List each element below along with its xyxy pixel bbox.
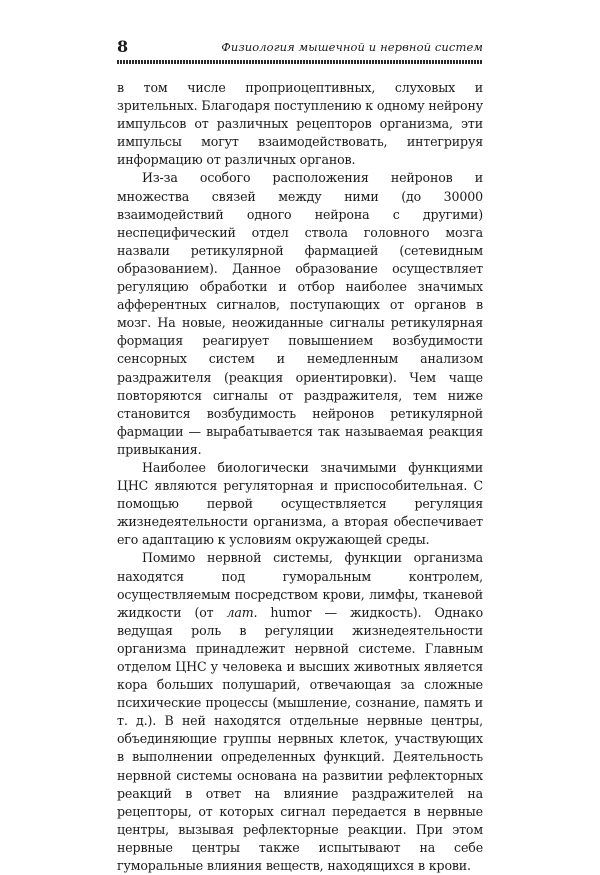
header-rule: [117, 60, 483, 64]
text-before-latin: Помимо нервной системы, функции организма находятся под гуморальным контролем, осуществляемым посредством крови, лимфы, тканевой жидкости (от: [117, 550, 483, 620]
body-text: [117, 79, 483, 875]
page-number: 8: [117, 37, 129, 56]
paragraph-continuation: в том числе проприоцептивных, слуховых и зрительных. Благодаря поступлению к одному нейрону импульсов от различных рецепторов организма, эти импульсы могут взаимодействовать, интегрируя информацию от различных органов.: [117, 80, 483, 168]
running-title: Физиология мышечной и нервной систем: [221, 40, 483, 54]
paragraph-reticular-formation: Из-за особого расположения нейронов и множества связей между ними (до 30000 взаимодействий одного нейрона с другими) неспецифический отдел ствола головного мозга назвали ретикулярной фармацией (сетевидным образованием). Данное образование осуществляет регуляцию обработки и отбор наиболее значимых афферентных сигналов, поступающих от органов в мозг. На новые, неожиданные сигналы ретикулярная формация реагирует повышением возбудимости сенсорных систем и немедленным анализом раздражителя (реакция ориентировки). Чем чаще повторяются сигналы от раздражителя, тем ниже становится возбудимость нейронов ретикулярной фармации — вырабатывается так называемая реакция привыкания.: [117, 170, 483, 457]
latin-abbreviation: лат.: [226, 604, 258, 620]
paragraph-humoral-control: [117, 549, 483, 875]
text-after-latin: humor — жидкость). Однако ведущая роль в регуляции жизнедеятельности организма принадлежит нервной системе. Главным отделом ЦНС у человека и высших животных является кора больших полушарий, отвечающая за сложные психические процессы (мышление, сознание, память и т. д.). В ней находятся отдельные нервные центры, объединяющие группы нервных клеток, участвующих в выполнении определенных функций. Деятельность нервной системы основана на развитии рефлекторных реакций в ответ на влияние раздражителей на рецепторы, от которых сигнал передается в нервные центры, вызывая рефлекторные реакции. При этом нервные центры также испытывают на себе гуморальные влияния веществ, находящихся в крови.: [117, 604, 484, 874]
page-header: [117, 38, 483, 58]
paragraph-cns-functions: Наиболее биологически значимыми функциями ЦНС являются регуляторная и приспособительная. С помощью первой осуществляется регуляция жизнедеятельности организма, а вторая обеспечивает его адаптацию к условиям окружающей среды.: [117, 459, 483, 548]
